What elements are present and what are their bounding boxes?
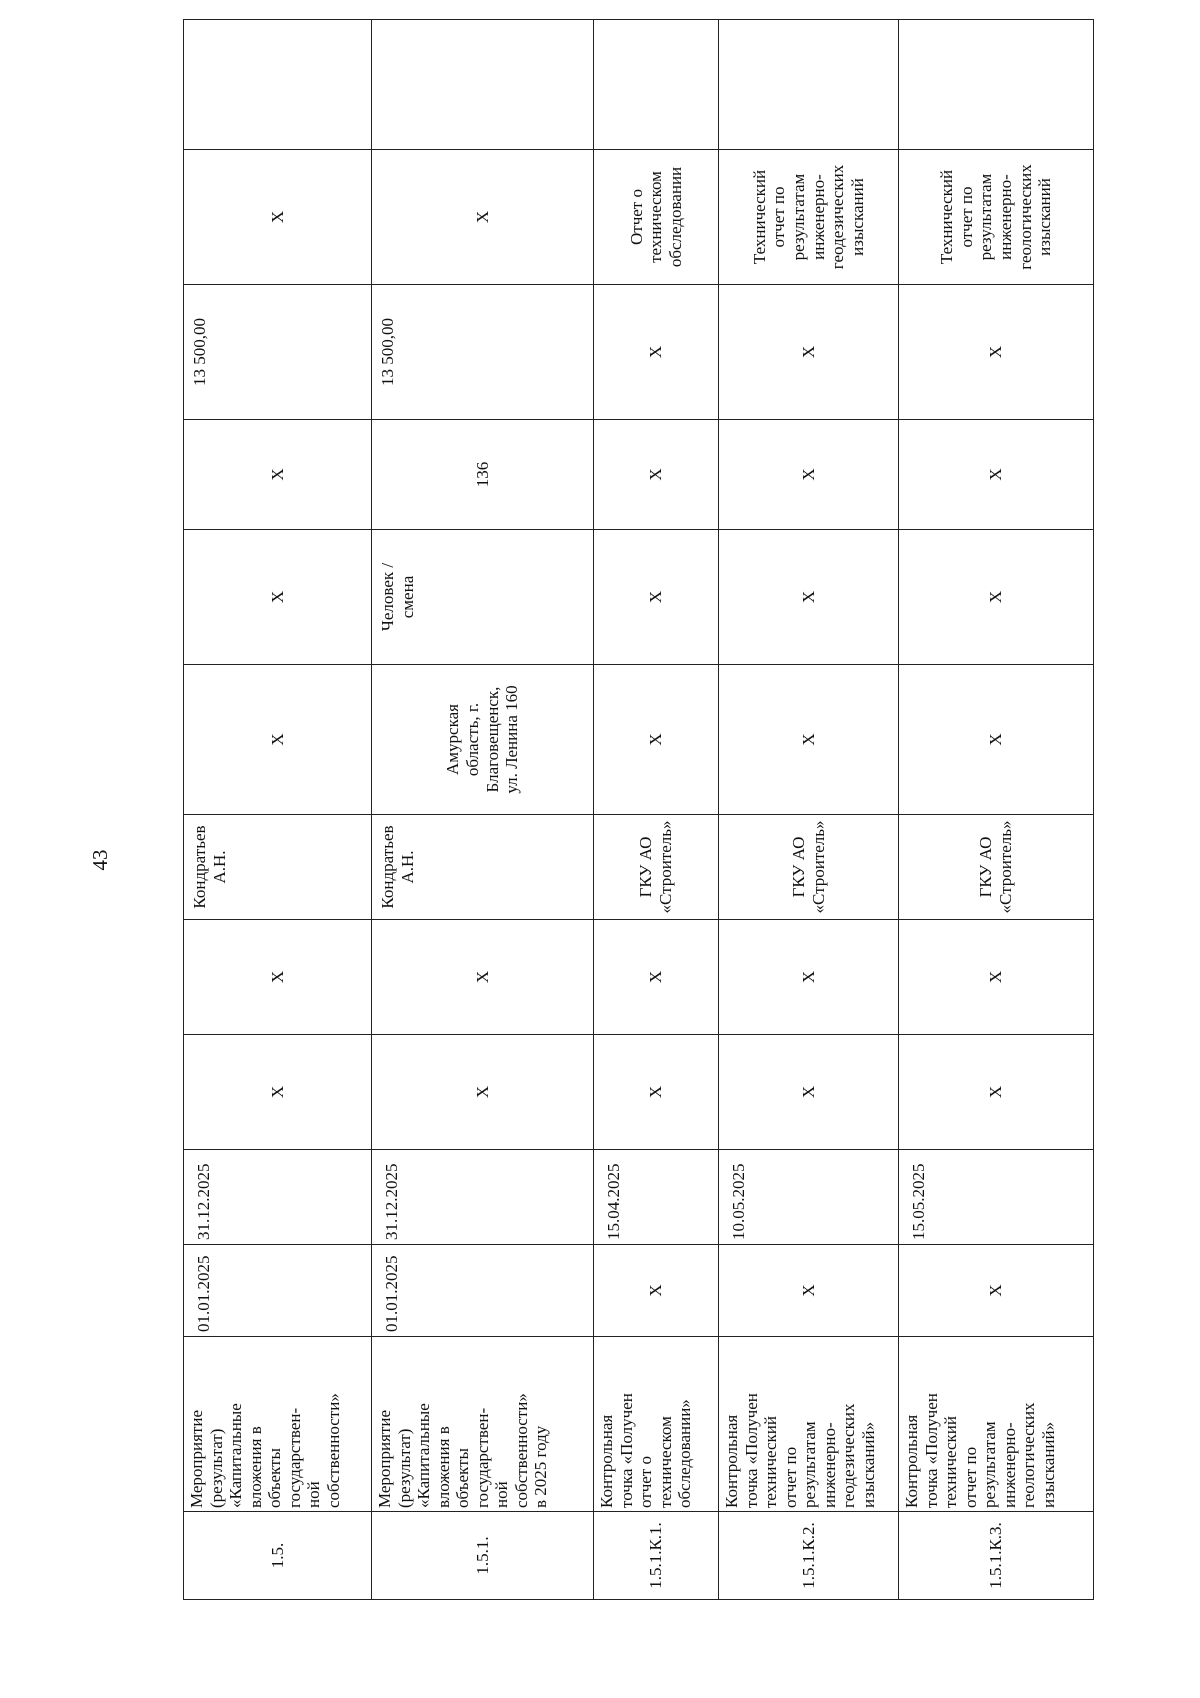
row-amount: X <box>899 285 1094 420</box>
row-extra <box>372 20 594 150</box>
table-row <box>184 20 372 1600</box>
row-document: Отчет о техническом обследовании <box>594 150 719 285</box>
row-unit: Человек / смена <box>372 530 594 665</box>
row-count: X <box>719 420 899 530</box>
row-col5: X <box>372 1035 594 1150</box>
row-name: Контрольная точка «Получен технический отчет по результатам инженерно- геодезических изысканий» <box>719 1337 899 1512</box>
row-address: X <box>719 665 899 815</box>
row-end-date: 15.04.2025 <box>594 1150 719 1245</box>
row-name: Контрольная точка «Получен технический отчет по результатам инженерно- геологических изысканий» <box>899 1337 1094 1512</box>
row-extra <box>594 20 719 150</box>
row-responsible: ГКУ АО «Строитель» <box>594 815 719 920</box>
row-code: 1.5. <box>184 1512 372 1600</box>
row-responsible: Кондратьев А.Н. <box>372 815 594 920</box>
row-name: Мероприятие (результат) «Капитальные вложения в объекты государствен- ной собственности» в 2025 году <box>372 1337 594 1512</box>
row-end-date: 15.05.2025 <box>899 1150 1094 1245</box>
row-unit: X <box>184 530 372 665</box>
row-code: 1.5.1.К.2. <box>719 1512 899 1600</box>
row-col6: X <box>719 920 899 1035</box>
row-col5: X <box>899 1035 1094 1150</box>
row-document: Технический отчет по результатам инженерно- геодезических изысканий <box>719 150 899 285</box>
table-row <box>372 20 594 1600</box>
row-end-date: 31.12.2025 <box>372 1150 594 1245</box>
row-count: X <box>899 420 1094 530</box>
row-count: X <box>184 420 372 530</box>
row-count: 136 <box>372 420 594 530</box>
row-count: X <box>594 420 719 530</box>
row-amount: X <box>594 285 719 420</box>
row-amount: 13 500,00 <box>372 285 594 420</box>
row-col6: X <box>899 920 1094 1035</box>
row-code: 1.5.1.К.1. <box>594 1512 719 1600</box>
row-col6: X <box>184 920 372 1035</box>
rotated-table-wrapper <box>183 70 1093 1600</box>
row-document: Технический отчет по результатам инженерно- геологических изысканий <box>899 150 1094 285</box>
row-code: 1.5.1. <box>372 1512 594 1600</box>
row-start-date: X <box>899 1245 1094 1337</box>
row-amount: X <box>719 285 899 420</box>
row-document: X <box>184 150 372 285</box>
row-end-date: 10.05.2025 <box>719 1150 899 1245</box>
row-col5: X <box>719 1035 899 1150</box>
page-number: 43 <box>88 849 112 871</box>
row-start-date: X <box>719 1245 899 1337</box>
row-responsible: ГКУ АО «Строитель» <box>719 815 899 920</box>
row-address: Амурская область, г. Благовещенск, ул. Ленина 160 <box>372 665 594 815</box>
row-extra <box>184 20 372 150</box>
table-row <box>594 20 719 1600</box>
row-unit: X <box>719 530 899 665</box>
plan-table <box>183 19 1094 1600</box>
row-unit: X <box>594 530 719 665</box>
row-name: Контрольная точка «Получен отчет о техническом обследовании» <box>594 1337 719 1512</box>
row-name: Мероприятие (результат) «Капитальные вложения в объекты государствен- ной собственности» <box>184 1337 372 1512</box>
row-col5: X <box>184 1035 372 1150</box>
row-code: 1.5.1.К.3. <box>899 1512 1094 1600</box>
row-start-date: X <box>594 1245 719 1337</box>
row-col6: X <box>372 920 594 1035</box>
row-start-date: 01.01.2025 <box>184 1245 372 1337</box>
row-col6: X <box>594 920 719 1035</box>
row-extra <box>719 20 899 150</box>
table-row <box>719 20 899 1600</box>
row-responsible: ГКУ АО «Строитель» <box>899 815 1094 920</box>
row-address: X <box>184 665 372 815</box>
row-end-date: 31.12.2025 <box>184 1150 372 1245</box>
row-address: X <box>899 665 1094 815</box>
row-unit: X <box>899 530 1094 665</box>
row-document: X <box>372 150 594 285</box>
row-responsible: Кондратьев А.Н. <box>184 815 372 920</box>
row-extra <box>899 20 1094 150</box>
row-start-date: 01.01.2025 <box>372 1245 594 1337</box>
row-amount: 13 500,00 <box>184 285 372 420</box>
table-row <box>899 20 1094 1600</box>
row-col5: X <box>594 1035 719 1150</box>
row-address: X <box>594 665 719 815</box>
